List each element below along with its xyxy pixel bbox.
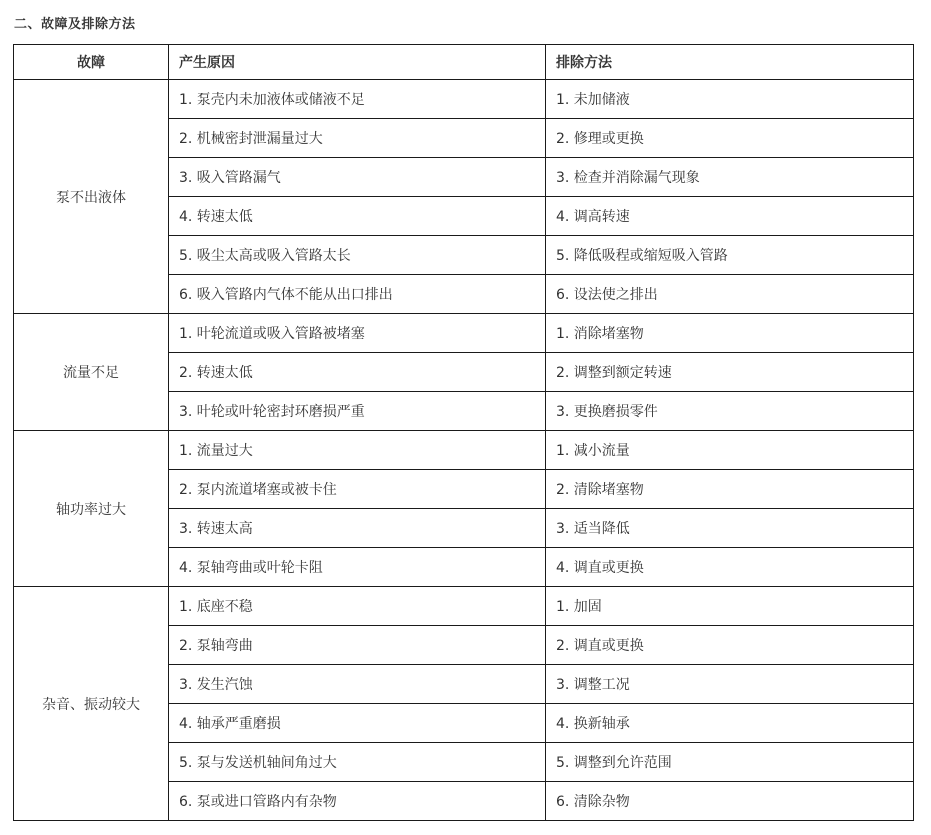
column-header-remedy: 排除方法: [546, 45, 914, 80]
remedy-cell: 2. 清除堵塞物: [546, 470, 914, 509]
cause-cell: 2. 机械密封泄漏量过大: [169, 119, 546, 158]
remedy-cell: 5. 降低吸程或缩短吸入管路: [546, 236, 914, 275]
cause-cell: 1. 泵壳内未加液体或储液不足: [169, 80, 546, 119]
cause-cell: 2. 泵内流道堵塞或被卡住: [169, 470, 546, 509]
cause-cell: 3. 转速太高: [169, 509, 546, 548]
remedy-cell: 5. 调整到允许范围: [546, 743, 914, 782]
column-header-fault: 故障: [14, 45, 169, 80]
remedy-cell: 2. 调直或更换: [546, 626, 914, 665]
cause-cell: 3. 叶轮或叶轮密封环磨损严重: [169, 392, 546, 431]
cause-cell: 5. 泵与发送机轴间角过大: [169, 743, 546, 782]
remedy-cell: 2. 调整到额定转速: [546, 353, 914, 392]
table-row: [14, 431, 914, 470]
fault-troubleshooting-table: [13, 44, 914, 821]
remedy-cell: 4. 换新轴承: [546, 704, 914, 743]
remedy-cell: 1. 未加储液: [546, 80, 914, 119]
fault-cell: 杂音、振动较大: [14, 587, 169, 821]
remedy-cell: 3. 适当降低: [546, 509, 914, 548]
fault-cell: 流量不足: [14, 314, 169, 431]
table-row: [14, 587, 914, 626]
cause-cell: 4. 轴承严重磨损: [169, 704, 546, 743]
table-row: [14, 314, 914, 353]
fault-cell: 泵不出液体: [14, 80, 169, 314]
table-header: [14, 45, 914, 80]
fault-cell: 轴功率过大: [14, 431, 169, 587]
cause-cell: 2. 转速太低: [169, 353, 546, 392]
cause-cell: 3. 发生汽蚀: [169, 665, 546, 704]
remedy-cell: 1. 加固: [546, 587, 914, 626]
remedy-cell: 6. 设法使之排出: [546, 275, 914, 314]
cause-cell: 6. 吸入管路内气体不能从出口排出: [169, 275, 546, 314]
section-title: 二、故障及排除方法: [14, 17, 136, 32]
remedy-cell: 3. 检查并消除漏气现象: [546, 158, 914, 197]
header-row: [14, 45, 914, 80]
remedy-cell: 1. 消除堵塞物: [546, 314, 914, 353]
cause-cell: 1. 叶轮流道或吸入管路被堵塞: [169, 314, 546, 353]
remedy-cell: 3. 更换磨损零件: [546, 392, 914, 431]
remedy-cell: 1. 减小流量: [546, 431, 914, 470]
remedy-cell: 4. 调直或更换: [546, 548, 914, 587]
remedy-cell: 2. 修理或更换: [546, 119, 914, 158]
cause-cell: 6. 泵或进口管路内有杂物: [169, 782, 546, 821]
cause-cell: 4. 泵轴弯曲或叶轮卡阻: [169, 548, 546, 587]
cause-cell: 3. 吸入管路漏气: [169, 158, 546, 197]
cause-cell: 1. 流量过大: [169, 431, 546, 470]
cause-cell: 2. 泵轴弯曲: [169, 626, 546, 665]
remedy-cell: 4. 调高转速: [546, 197, 914, 236]
fault-table-body: [14, 80, 914, 821]
cause-cell: 1. 底座不稳: [169, 587, 546, 626]
column-header-cause: 产生原因: [169, 45, 546, 80]
cause-cell: 4. 转速太低: [169, 197, 546, 236]
table-row: [14, 80, 914, 119]
remedy-cell: 3. 调整工况: [546, 665, 914, 704]
cause-cell: 5. 吸尘太高或吸入管路太长: [169, 236, 546, 275]
remedy-cell: 6. 清除杂物: [546, 782, 914, 821]
